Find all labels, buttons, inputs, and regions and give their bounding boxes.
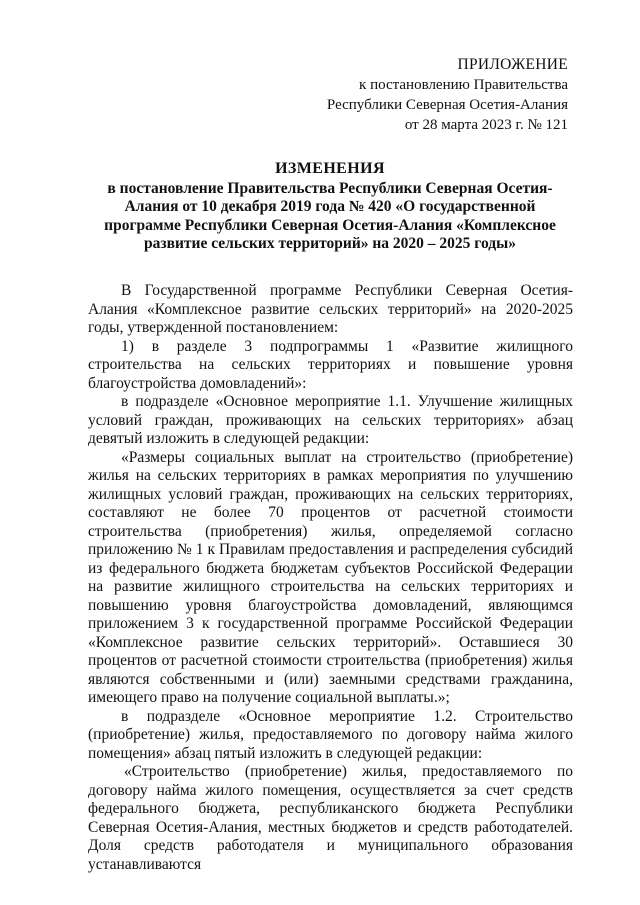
paragraph-subsection-1-2: в подразделе «Основное мероприятие 1.2. Строительство (приобретение) жилья, предоставляемого по договору найма жилого помещения» абзац пятый изложить в следующей редакции: <box>88 707 573 762</box>
paragraph-quote-2: «Строительство (приобретение) жилья, предоставляемого по договору найма жилого помещения, осуществляется за счет средств федерального бюджета, республиканского бюджета Республики Северная Осетия-Алания, местных бюджетов и средств работодателей. Доля средств работодателя и муниципального образования устанавливаются <box>88 763 573 873</box>
appendix-block <box>327 55 568 135</box>
appendix-line-3: от 28 марта 2023 г. № 121 <box>404 117 568 133</box>
document-body <box>88 282 573 874</box>
paragraph-item-1: 1) в разделе 3 подпрограммы 1 «Развитие жилищного строительства на сельских территориях и повышение уровня благоустройства домовладений»: <box>88 337 573 392</box>
appendix-title: ПРИЛОЖЕНИЕ <box>457 56 568 73</box>
paragraph-subsection-1-1: в подразделе «Основное мероприятие 1.1. Улучшение жилищных условий граждан, проживающих на сельских территориях» абзац девятый изложить в следующей редакции: <box>88 393 573 447</box>
paragraph-quote-1: «Размеры социальных выплат на строительство (приобретение) жилья на сельских территориях в рамках мероприятия по улучшению жилищных условий граждан, проживающих на сельских территориях, составляют не более 70 процентов от расчетной стоимости строительства (приобретения) жилья, определяемой согласно приложению № 1 к Правилам предоставления и распределения субсидий из федерального бюджета бюджетам субъектов Российской Федерации на развитие жилищного строительства на сельских территориях и повышению уровня благоустройства домовладений, являющимся приложением 3 к государственной программе Российской Федерации «Комплексное развитие сельских территорий». Оставшиеся 30 процентов от расчетной стоимости строительства (приобретения) жилья являются собственными и (или) заемными средствами гражданина, имеющего право на получение социальной выплаты.»; <box>88 448 573 706</box>
appendix-line-1: к постановлению Правительства <box>359 77 568 93</box>
paragraph-intro: В Государственной программе Республики Северная Осетия-Алания «Комплексное развитие сельских территорий» на 2020-2025 годы, утвержденной постановлением: <box>88 282 573 336</box>
document-heading <box>85 160 575 254</box>
heading-subtitle: в постановление Правительства Республики Северная Осетия-Алания от 10 декабря 2019 года № 420 «О государственной программе Республики Северная Осетия-Алания «Комплексное развитие сельских территорий» на 2020 – 2025 годы» <box>104 179 556 252</box>
heading-title: ИЗМЕНЕНИЯ <box>275 160 385 177</box>
appendix-line-2: Республики Северная Осетия-Алания <box>326 97 568 113</box>
